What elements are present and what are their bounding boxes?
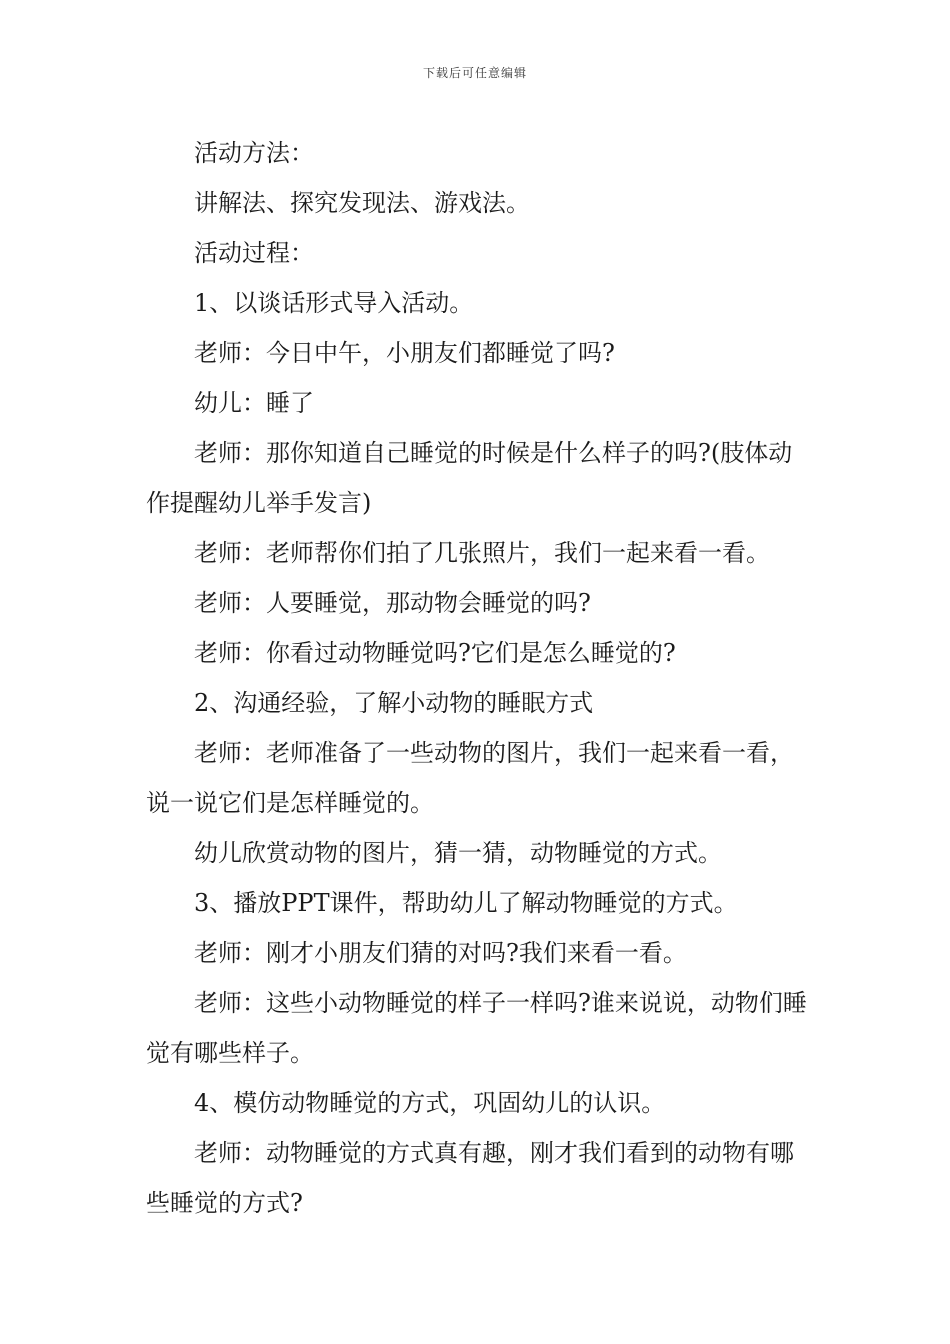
paragraph-teacher-check: 老师：刚才小朋友们猜的对吗?我们来看一看。	[194, 939, 687, 967]
paragraph-child-answer: 幼儿：睡了	[194, 389, 314, 417]
paragraph-activity-methods: 讲解法、探究发现法、游戏法。	[194, 189, 530, 217]
paragraph-step-3: 3、播放PPT课件，帮助幼儿了解动物睡觉的方式。	[194, 889, 738, 917]
paragraph-teacher-question-2: 老师：那你知道自己睡觉的时候是什么样子的吗?(肢体动作提醒幼儿举手发言)	[146, 439, 793, 517]
paragraph-step-4: 4、模仿动物睡觉的方式，巩固幼儿的认识。	[194, 1089, 666, 1117]
document-body	[146, 128, 810, 1228]
paragraph-teacher-photos: 老师：老师帮你们拍了几张照片，我们一起来看一看。	[194, 539, 770, 567]
paragraph-teacher-question-4: 老师：你看过动物睡觉吗?它们是怎么睡觉的?	[194, 639, 676, 667]
paragraph-step-1: 1、以谈话形式导入活动。	[194, 289, 474, 317]
paragraph-teacher-question-6: 老师：动物睡觉的方式真有趣，刚才我们看到的动物有哪些睡觉的方式?	[146, 1139, 794, 1217]
paragraph-teacher-pictures: 老师：老师准备了一些动物的图片，我们一起来看一看，说一说它们是怎样睡觉的。	[146, 739, 794, 817]
paragraph-step-2: 2、沟通经验，了解小动物的睡眠方式	[194, 689, 594, 717]
paragraph-children-observe: 幼儿欣赏动物的图片，猜一猜，动物睡觉的方式。	[194, 839, 722, 867]
page-header: 下载后可任意编辑	[422, 66, 527, 80]
paragraph-teacher-question-3: 老师：人要睡觉，那动物会睡觉的吗?	[194, 589, 591, 617]
paragraph-activity-method-heading: 活动方法：	[194, 139, 314, 167]
paragraph-activity-process-heading: 活动过程：	[194, 239, 314, 267]
paragraph-teacher-question-1: 老师：今日中午，小朋友们都睡觉了吗?	[194, 339, 615, 367]
paragraph-teacher-question-5: 老师：这些小动物睡觉的样子一样吗?谁来说说，动物们睡觉有哪些样子。	[146, 989, 807, 1067]
